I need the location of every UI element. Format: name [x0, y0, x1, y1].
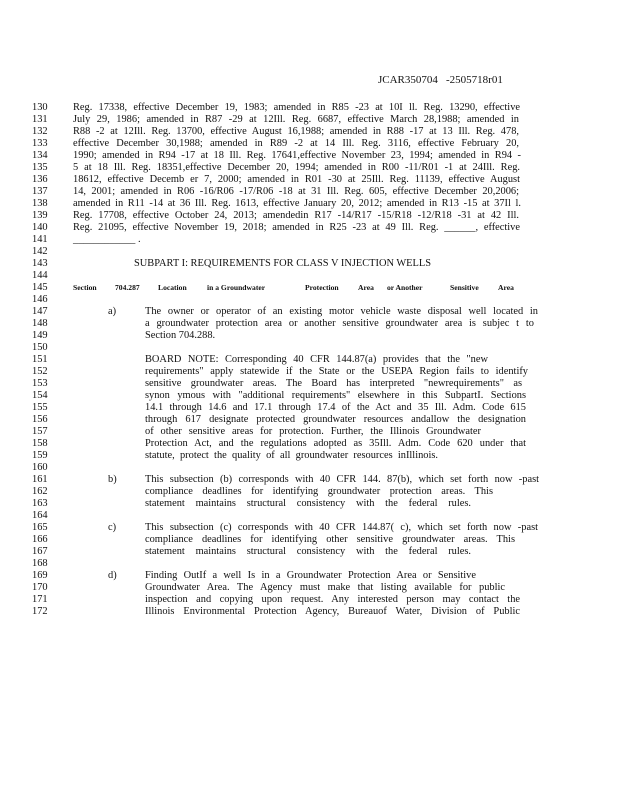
text-line — [0, 246, 618, 258]
text-line — [0, 306, 618, 318]
section-number: 704.287 — [115, 283, 140, 292]
line-number: 136 — [32, 174, 48, 185]
text-line — [0, 498, 618, 510]
line-number: 134 — [32, 150, 48, 161]
line-number: 157 — [32, 426, 48, 437]
line-number: 147 — [32, 306, 48, 317]
text-line — [0, 162, 618, 174]
text-line — [0, 534, 618, 546]
line-number: 167 — [32, 546, 48, 557]
line-text: BOARD NOTE: Corresponding 40 CFR 144.87(a) provides that the "new — [145, 354, 488, 365]
line-text: synon ymous with "additional requirements" elsewhere in this SubpartI. Sections — [145, 390, 526, 401]
text-line — [0, 486, 618, 498]
line-text: This subsection (c) corresponds with 40 CFR 144.87( c), which set forth now -past — [145, 522, 538, 533]
line-number: 170 — [32, 582, 48, 593]
subsection-label: a) — [108, 306, 117, 317]
line-text: compliance deadlines for identifying other sensitive groundwater areas. This — [145, 534, 515, 545]
line-text: 14.1 through 14.6 and 17.1 through 17.4 of the Act and 35 Ill. Adm. Code 615 — [145, 402, 526, 413]
text-line — [0, 150, 618, 162]
line-text: a groundwater protection area or another sensitive groundwater area is subjec t to — [145, 318, 534, 329]
line-number: 160 — [32, 462, 48, 473]
line-number: 138 — [32, 198, 48, 209]
text-line — [0, 234, 618, 246]
text-line — [0, 474, 618, 486]
text-line — [0, 582, 618, 594]
line-number: 168 — [32, 558, 48, 569]
line-number: 145 — [32, 282, 48, 293]
line-text: amended in R11 -14 at 36 Ill. Reg. 1613, effective January 20, 2012; amended in R13 -15 at 37Il l. — [73, 198, 521, 209]
line-text: statement maintains structural consistency with the federal rules. — [145, 498, 471, 509]
line-number: 139 — [32, 210, 48, 221]
line-number: 163 — [32, 498, 48, 509]
text-line — [0, 450, 618, 462]
text-line — [0, 210, 618, 222]
line-text: Reg. 17708, effective October 24, 2013; amendedin R17 -14/R17 -15/R18 -12/R18 -31 at 42 Ill. — [73, 210, 519, 221]
text-line — [0, 414, 618, 426]
text-line — [0, 378, 618, 390]
line-text: 14, 2001; amended in R06 -16/R06 -17/R06 -18 at 31 Ill. Reg. 605, effective December 20,2006; — [73, 186, 519, 197]
text-line — [0, 570, 618, 582]
line-number: 130 — [32, 102, 48, 113]
line-text: 18612, effective Decemb er 7, 2000; amended in R01 -30 at 25Ill. Reg. 11139, effective August — [73, 174, 520, 185]
line-number: 166 — [32, 534, 48, 545]
subsection-label: c) — [108, 522, 117, 533]
page-header — [0, 73, 618, 87]
section-title-word: Area — [498, 283, 514, 292]
text-line — [0, 222, 618, 234]
line-number: 148 — [32, 318, 48, 329]
line-text: statement maintains structural consistency with the federal rules. — [145, 546, 471, 557]
text-line — [0, 402, 618, 414]
line-text: July 29, 1986; amended in R87 -29 at 12Ill. Reg. 6687, effective March 28,1988; amended in — [73, 114, 519, 125]
line-number: 137 — [32, 186, 48, 197]
document-revision: -2505718r01 — [446, 74, 503, 86]
line-text: compliance deadlines for identifying groundwater protection areas. This — [145, 486, 493, 497]
section-label: Section — [73, 283, 97, 292]
line-text: Section 704.288. — [145, 330, 216, 341]
line-text: Protection Act, and the regulations adopted as 35Ill. Adm. Code 620 under that — [145, 438, 526, 449]
line-text: through 617 designate protected groundwater resources andallow the designation — [145, 414, 526, 425]
line-number: 164 — [32, 510, 48, 521]
text-line — [0, 114, 618, 126]
text-line — [0, 198, 618, 210]
line-number: 143 — [32, 258, 48, 269]
text-line — [0, 462, 618, 474]
text-line — [0, 138, 618, 150]
line-text: sensitive groundwater areas. The Board has interpreted "newrequirements" as — [145, 378, 522, 389]
line-text: of other sensitive areas for protection. Further, the Illinois Groundwater — [145, 426, 481, 437]
line-number: 132 — [32, 126, 48, 137]
text-line — [0, 546, 618, 558]
text-line — [0, 522, 618, 534]
text-line — [0, 270, 618, 282]
line-number: 135 — [32, 162, 48, 173]
line-number: 153 — [32, 378, 48, 389]
text-line — [0, 330, 618, 342]
line-text: R88 -2 at 12Ill. Reg. 13700, effective August 16,1988; amended in R88 -17 at 13 Ill. Reg. 478, — [73, 126, 519, 137]
line-number: 140 — [32, 222, 48, 233]
section-title-word: or Another — [387, 283, 423, 292]
document-id: JCAR350704 — [378, 74, 438, 86]
text-line — [0, 606, 618, 618]
text-line — [0, 174, 618, 186]
line-text: Finding OutIf a well Is in a Groundwater Protection Area or Sensitive — [145, 570, 476, 581]
section-title-word: Sensitive — [450, 283, 479, 292]
line-number: 155 — [32, 402, 48, 413]
text-line — [0, 558, 618, 570]
line-number: 142 — [32, 246, 48, 257]
line-text: requirements" apply statewide if the State or the USEPA Region fails to identify — [145, 366, 528, 377]
line-number: 146 — [32, 294, 48, 305]
text-line — [0, 390, 618, 402]
line-number: 159 — [32, 450, 48, 461]
line-number: 156 — [32, 414, 48, 425]
line-number: 172 — [32, 606, 48, 617]
line-number: 161 — [32, 474, 48, 485]
text-line — [0, 258, 618, 270]
line-text: Reg. 21095, effective November 19, 2018; amended in R25 -23 at 49 Ill. Reg. ______, effective — [73, 222, 520, 233]
line-number: 158 — [32, 438, 48, 449]
text-line — [0, 318, 618, 330]
text-line — [0, 342, 618, 354]
line-number: 144 — [32, 270, 48, 281]
line-text: 1990; amended in R94 -17 at 18 Ill. Reg. 17641,effective November 23, 1994; amended in R94 - — [73, 150, 521, 161]
line-number: 152 — [32, 366, 48, 377]
line-number: 141 — [32, 234, 48, 245]
line-number: 151 — [32, 354, 48, 365]
line-number: 169 — [32, 570, 48, 581]
text-line — [0, 126, 618, 138]
line-number: 149 — [32, 330, 48, 341]
line-number: 165 — [32, 522, 48, 533]
text-line — [0, 438, 618, 450]
line-text: Groundwater Area. The Agency must make that listing available for public — [145, 582, 505, 593]
line-text: 5 at 18 Ill. Reg. 18351,effective December 20, 1994; amended in R00 -11/R01 -1 at 24Ill. Reg. — [73, 162, 520, 173]
subpart-heading: SUBPART I: REQUIREMENTS FOR CLASS V INJECTION WELLS — [134, 258, 431, 269]
line-text: Reg. 17338, effective December 19, 1983; amended in R85 -23 at 10I ll. Reg. 13290, effective — [73, 102, 520, 113]
line-number: 131 — [32, 114, 48, 125]
line-number: 154 — [32, 390, 48, 401]
line-number: 133 — [32, 138, 48, 149]
line-number: 162 — [32, 486, 48, 497]
line-number: 171 — [32, 594, 48, 605]
line-text: ____________ . — [73, 234, 141, 245]
section-title-word: Protection — [305, 283, 339, 292]
section-title-word: Location — [158, 283, 187, 292]
line-number: 150 — [32, 342, 48, 353]
section-title-word: in a Groundwater — [207, 283, 266, 292]
line-text: effective December 30,1988; amended in R89 -2 at 14 Ill. Reg. 3116, effective February 20, — [73, 138, 519, 149]
text-line — [0, 354, 618, 366]
text-line — [0, 294, 618, 306]
section-title-word: Area — [358, 283, 374, 292]
text-line — [0, 366, 618, 378]
section-heading — [0, 282, 618, 294]
line-text: statute, protect the quality of all groundwater resources inIllinois. — [145, 450, 438, 461]
subsection-label: b) — [108, 474, 117, 485]
line-text: Illinois Environmental Protection Agency, Bureauof Water, Division of Public — [145, 606, 520, 617]
line-text: This subsection (b) corresponds with 40 CFR 144. 87(b), which set forth now -past — [145, 474, 539, 485]
subsection-label: d) — [108, 570, 117, 581]
text-line — [0, 102, 618, 114]
text-line — [0, 426, 618, 438]
text-line — [0, 510, 618, 522]
text-line — [0, 594, 618, 606]
line-text: inspection and copying upon request. Any interested person may contact the — [145, 594, 520, 605]
line-text: The owner or operator of an existing motor vehicle waste disposal well located in — [145, 306, 538, 317]
text-line — [0, 186, 618, 198]
